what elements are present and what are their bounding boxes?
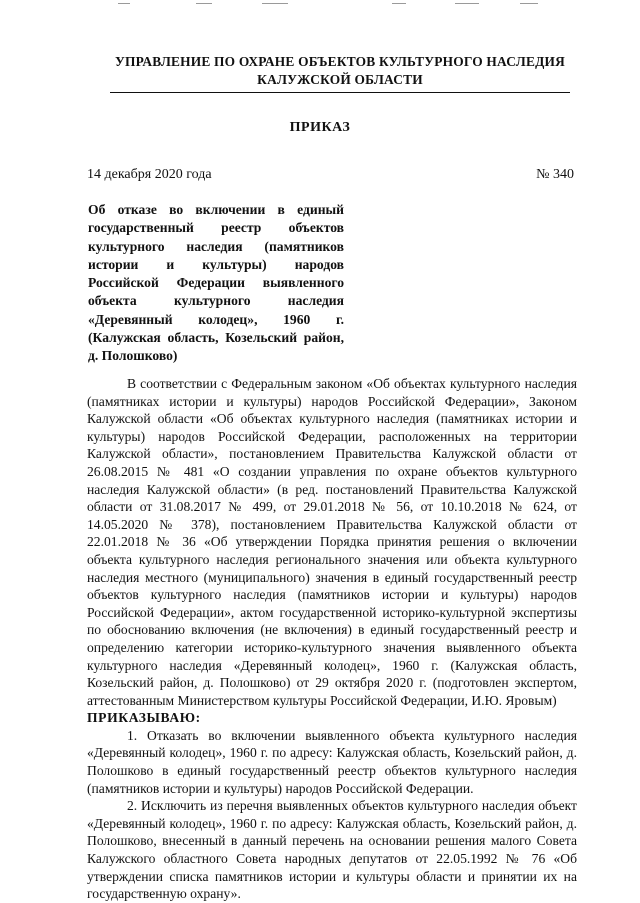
document-title: ПРИКАЗ [289,120,351,135]
agency-name-line2: КАЛУЖСКОЙ ОБЛАСТИ [257,72,423,87]
directive-heading: ПРИКАЗЫВАЮ: [87,710,201,726]
agency-name-line1: УПРАВЛЕНИЕ ПО ОХРАНЕ ОБЪЕКТОВ КУЛЬТУРНОГО НАСЛЕДИЯ [115,54,565,69]
scan-mark [118,3,130,4]
agency-header [60,53,620,89]
order-body [87,375,577,903]
scan-mark [262,3,288,4]
order-date: 14 декабря 2020 года [87,167,212,182]
order-number: № 340 [536,167,574,182]
scan-mark [455,3,479,4]
preamble-paragraph: В соответствии с Федеральным законом «Об объектах культурного наследия (памятниках истории и культуры) народов Российской Федерации», Законом Калужской области «Об объектах культурного наследия (памятниках истории и культуры) народов Российской Федерации, расположенных на территории Калужской области», постановлением Правительства Калужской области от 26.08.2015 № 481 «О создании управления по охране объектов культурного наследия Калужской области» (в ред. постановлений Правительства Калужской области от 31.08.2017 № 499, от 29.01.2018 № 56, от 10.10.2018 № 624, от 14.05.2020 № 378), постановлением Правительства Калужской области от 22.01.2018 № 36 «Об утверждении Порядка принятия решения о включении объекта культурного наследия регионального значения или объекта культурного наследия местного (муниципального) значения в единый государственный реестр объектов культурного наследия (памятников истории и культуры) народов Российской Федерации», актом государственной историко-культурной экспертизы по обоснованию включения (не включения) в единый государственный реестр и определению категории историко-культурного значения выявленного объекта культурного наследия «Деревянный колодец», 1960 г. (Калужская область, Козельский район, д. Полошково) от 29 октября 2020 г. (подготовлен экспертом, аттестованным Министерством культуры Российской Федерации, И.Ю. Яровым) [87,376,577,708]
scan-mark [520,3,538,4]
order-item-2: 2. Исключить из перечня выявленных объектов культурного наследия объект «Деревянный колодец», 1960 г. по адресу: Калужская область, Козельский район, д. Полошково, внесенный в данный перечень на основании решения малого Совета Калужского областного Совета народных депутатов от 22.05.1992 № 76 «Об утверждении списка памятников истории и культуры области и принятии их на государственную охрану». [87,798,577,902]
header-underline [110,92,570,93]
order-item-1: 1. Отказать во включении выявленного объекта культурного наследия «Деревянный колодец», 1960 г. по адресу: Калужская область, Козельский район, д. Полошково в единый государственный реестр объектов культурного наследия (памятников истории и культуры) народов Российской Федерации. [87,727,577,796]
scan-mark [196,3,212,4]
order-subject: Об отказе во включении в единый государственный реестр объектов культурного наследия (памятников истории и культуры) народов Российской Федерации выявленного объекта культурного наследия «Деревянный колодец», 1960 г. (Калужская область, Козельский район, д. Полошково) [88,202,344,364]
scan-mark [392,3,406,4]
